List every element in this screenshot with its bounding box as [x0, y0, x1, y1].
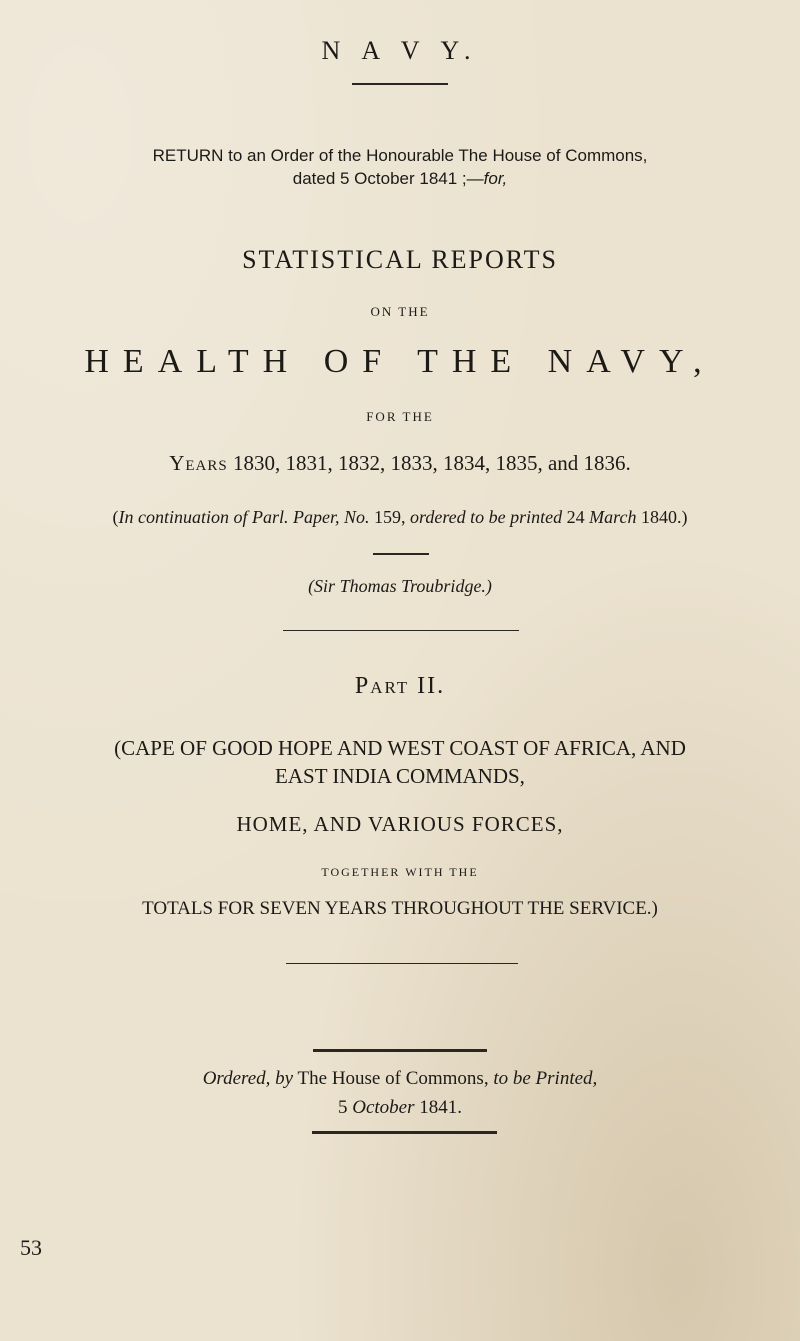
- continuation-open-paren: (: [112, 507, 119, 527]
- ordered-month: October: [352, 1097, 415, 1118]
- return-order-date: dated 5 October 1841 ;—: [292, 169, 484, 188]
- section-rule-top: [283, 630, 519, 631]
- years-label: Years: [169, 451, 228, 475]
- continuation-text-a: In continuation of Parl. Paper, No.: [118, 507, 370, 527]
- ordered-rule-top: [313, 1049, 487, 1052]
- navy-heading: N A V Y.: [321, 36, 479, 65]
- ordered-house: The House of Commons,: [297, 1068, 489, 1089]
- years-values: 1830, 1831, 1832, 1833, 1834, 1835, and 1836.: [232, 451, 631, 475]
- ordered-rule-bottom: [312, 1131, 497, 1134]
- ordered-day: 5: [337, 1097, 348, 1118]
- continuation-day: 24: [566, 507, 585, 527]
- continuation-paper-number: 159,: [374, 507, 406, 527]
- commands-home-line: HOME, AND VARIOUS FORCES,: [236, 812, 564, 836]
- for-the-label: FOR THE: [366, 409, 434, 424]
- commands-line2: EAST INDIA COMMANDS,: [275, 764, 525, 788]
- years-line: [0, 451, 800, 476]
- totals-line: TOTALS FOR SEVEN YEARS THROUGHOUT THE SERVICE.): [142, 898, 658, 919]
- short-rule: [373, 553, 429, 555]
- ordered-year: 1841.: [419, 1097, 462, 1118]
- ordered-by: Ordered, by: [202, 1068, 294, 1089]
- page-number: 53: [20, 1235, 42, 1260]
- continuation-month: March: [589, 507, 637, 527]
- health-of-the-navy-title: HEALTH OF THE NAVY,: [84, 343, 716, 380]
- return-order-for: for,: [483, 169, 508, 188]
- section-rule-bottom: [286, 963, 518, 964]
- return-order-line2: [0, 169, 800, 189]
- together-with-the: TOGETHER WITH THE: [321, 865, 479, 879]
- continuation-text-b: ordered to be printed: [410, 507, 563, 527]
- part-two-title: Part II.: [354, 673, 446, 699]
- heading-rule: [352, 83, 448, 85]
- ordered-to-be-printed: to be Printed,: [493, 1068, 598, 1089]
- continuation-year: 1840.): [640, 507, 688, 527]
- sir-thomas-troubridge: (Sir Thomas Troubridge.): [308, 576, 492, 596]
- statistical-reports-title: STATISTICAL REPORTS: [242, 245, 558, 274]
- ordered-line2: [0, 1097, 800, 1119]
- commands-line1: (CAPE OF GOOD HOPE AND WEST COAST OF AFRICA, AND: [114, 736, 686, 760]
- on-the-label: ON THE: [370, 304, 430, 319]
- continuation-note: [0, 507, 800, 528]
- ordered-line1: [0, 1068, 800, 1090]
- return-order-line1: RETURN to an Order of the Honourable The House of Commons,: [152, 146, 648, 165]
